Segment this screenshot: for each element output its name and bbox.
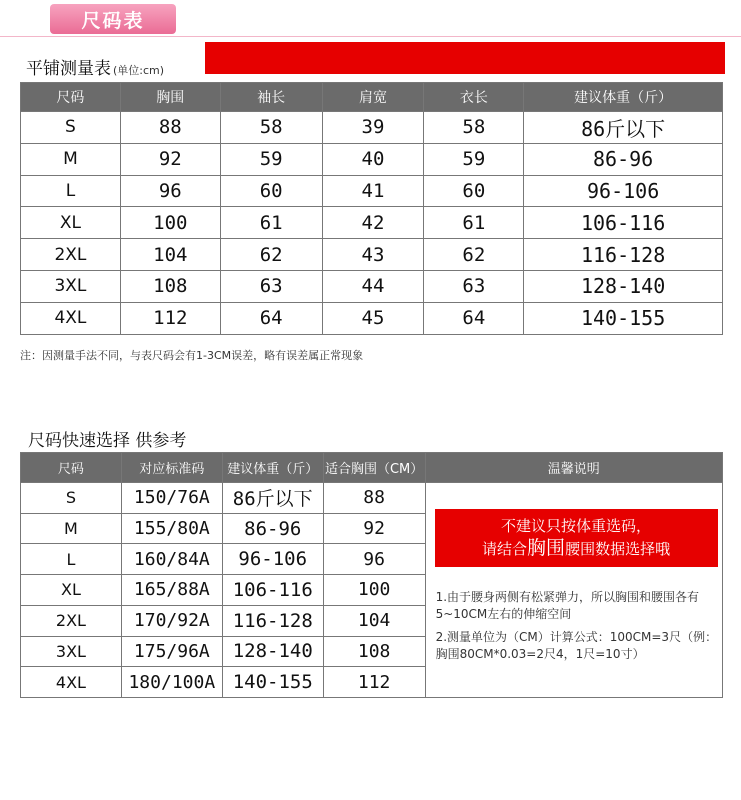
cell-size: 4XL <box>21 667 122 698</box>
cell-sleeve: 62 <box>220 239 322 271</box>
cell-standard: 170/92A <box>121 605 222 636</box>
col-header: 衣长 <box>424 83 524 112</box>
cell-weight: 86-96 <box>524 143 723 175</box>
flat-table-title <box>26 54 164 79</box>
cell-weight: 128-140 <box>222 636 323 667</box>
cell-length: 62 <box>424 239 524 271</box>
cell-standard: 150/76A <box>121 483 222 514</box>
cell-chest: 100 <box>120 207 220 239</box>
cell-shoulder: 43 <box>322 239 424 271</box>
cell-weight: 116-128 <box>524 239 723 271</box>
cell-size: M <box>21 513 122 544</box>
cell-chest: 88 <box>120 112 220 144</box>
cell-shoulder: 41 <box>322 175 424 207</box>
cell-sleeve: 58 <box>220 112 322 144</box>
col-header: 对应标准码 <box>121 453 222 483</box>
cell-chest: 108 <box>120 270 220 302</box>
measurement-note: 注：因测量手法不同，与表尺码会有1-3CM误差，略有误差属正常现象 <box>20 349 364 362</box>
cell-weight: 96-106 <box>524 175 723 207</box>
tips-cell <box>425 483 722 698</box>
cell-standard: 165/88A <box>121 575 222 606</box>
cell-weight: 86斤以下 <box>222 483 323 514</box>
header-tab <box>50 0 180 36</box>
cell-shoulder: 40 <box>322 143 424 175</box>
cell-weight: 106-116 <box>222 575 323 606</box>
col-header: 适合胸围（CM） <box>323 453 425 483</box>
cell-chest: 104 <box>323 605 425 636</box>
table-row <box>21 143 723 175</box>
col-header: 温馨说明 <box>425 453 722 483</box>
cell-standard: 160/84A <box>121 544 222 575</box>
cell-sleeve: 59 <box>220 143 322 175</box>
table-row <box>21 302 723 334</box>
cell-shoulder: 45 <box>322 302 424 334</box>
cell-sleeve: 61 <box>220 207 322 239</box>
col-header: 建议体重（斤） <box>222 453 323 483</box>
cell-chest: 112 <box>323 667 425 698</box>
cell-weight: 140-155 <box>222 667 323 698</box>
cell-length: 60 <box>424 175 524 207</box>
cell-chest: 96 <box>323 544 425 575</box>
cell-shoulder: 42 <box>322 207 424 239</box>
warning-line-2-post: 腰围数据选择哦 <box>565 540 671 558</box>
col-header: 胸围 <box>120 83 220 112</box>
table-row <box>21 270 723 302</box>
cell-size: M <box>21 143 121 175</box>
cell-standard: 155/80A <box>121 513 222 544</box>
table-row <box>21 207 723 239</box>
tips-box <box>426 483 722 697</box>
cell-size: 2XL <box>21 239 121 271</box>
cell-size: L <box>21 544 122 575</box>
cell-sleeve: 63 <box>220 270 322 302</box>
cell-size: XL <box>21 207 121 239</box>
red-banner <box>205 42 725 74</box>
cell-chest: 104 <box>120 239 220 271</box>
cell-chest: 108 <box>323 636 425 667</box>
cell-weight: 96-106 <box>222 544 323 575</box>
tips-text <box>436 589 726 669</box>
col-header: 袖长 <box>220 83 322 112</box>
cell-sleeve: 64 <box>220 302 322 334</box>
cell-sleeve: 60 <box>220 175 322 207</box>
table-row <box>21 175 723 207</box>
cell-length: 63 <box>424 270 524 302</box>
flat-table-unit: (单位:cm) <box>113 64 165 77</box>
cell-size: XL <box>21 575 122 606</box>
cell-length: 61 <box>424 207 524 239</box>
warning-banner <box>435 509 718 567</box>
cell-weight: 128-140 <box>524 270 723 302</box>
cell-weight: 86斤以下 <box>524 112 723 144</box>
col-header: 建议体重（斤） <box>524 83 723 112</box>
cell-size: S <box>21 483 122 514</box>
col-header: 尺码 <box>21 453 122 483</box>
col-header: 肩宽 <box>322 83 424 112</box>
table-row <box>21 112 723 144</box>
cell-weight: 116-128 <box>222 605 323 636</box>
warning-line-2 <box>435 537 718 560</box>
cell-shoulder: 39 <box>322 112 424 144</box>
size-chart-tab-label: 尺码表 <box>50 4 176 34</box>
cell-standard: 175/96A <box>121 636 222 667</box>
cell-standard: 180/100A <box>121 667 222 698</box>
cell-length: 59 <box>424 143 524 175</box>
cell-length: 64 <box>424 302 524 334</box>
tip-item-2: 2.测量单位为（CM）计算公式：100CM=3尺（例：胸围80CM*0.03=2尺4，1尺=10寸） <box>435 630 718 661</box>
cell-chest: 112 <box>120 302 220 334</box>
cell-chest: 92 <box>323 513 425 544</box>
quick-table-title: 尺码快速选择 供参考 <box>28 431 187 451</box>
cell-size: S <box>21 112 121 144</box>
warning-line-2-pre: 请结合 <box>482 540 528 558</box>
cell-length: 58 <box>424 112 524 144</box>
cell-size: L <box>21 175 121 207</box>
table-row <box>21 239 723 271</box>
cell-chest: 88 <box>323 483 425 514</box>
cell-size: 3XL <box>21 636 122 667</box>
flat-table-title-text: 平铺测量表 <box>26 59 111 79</box>
col-header: 尺码 <box>21 83 121 112</box>
cell-size: 4XL <box>21 302 121 334</box>
table-row <box>21 483 723 514</box>
cell-size: 3XL <box>21 270 121 302</box>
header-divider <box>0 36 741 37</box>
flat-measure-table <box>20 82 723 335</box>
flat-table-header-row <box>21 83 723 112</box>
cell-weight: 86-96 <box>222 513 323 544</box>
cell-weight: 106-116 <box>524 207 723 239</box>
warning-line-1: 不建议只按体重选码， <box>501 517 652 535</box>
cell-chest: 96 <box>120 175 220 207</box>
cell-weight: 140-155 <box>524 302 723 334</box>
quick-select-table <box>20 452 723 698</box>
cell-shoulder: 44 <box>322 270 424 302</box>
cell-chest: 92 <box>120 143 220 175</box>
cell-size: 2XL <box>21 605 122 636</box>
warning-line-2-big: 胸围 <box>527 537 566 559</box>
quick-table-header-row <box>21 453 723 483</box>
cell-chest: 100 <box>323 575 425 606</box>
tip-item-1: 1.由于腰身两侧有松紧弹力，所以胸围和腰围各有5~10CM左右的伸缩空间 <box>435 590 700 621</box>
